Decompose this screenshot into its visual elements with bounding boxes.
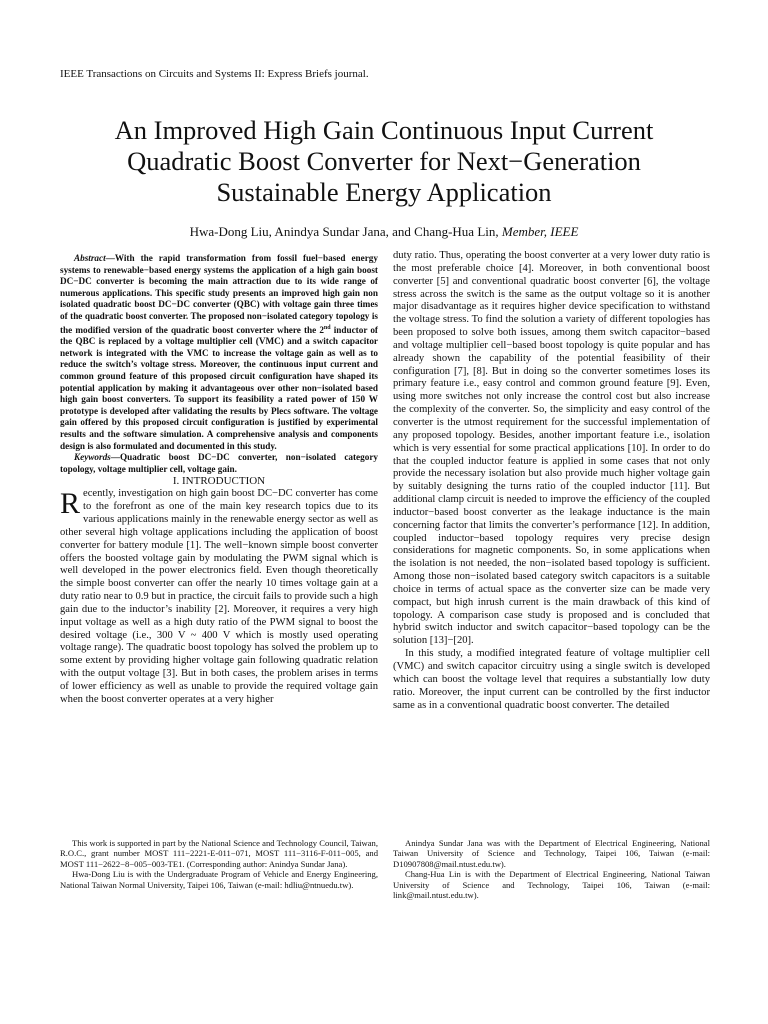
right-column	[393, 250, 710, 712]
author-list	[60, 224, 708, 240]
intro-paragraph-1	[60, 488, 378, 706]
journal-header: IEEE Transactions on Circuits and Systems II: Express Briefs journal.	[60, 68, 369, 80]
title-line-3: Sustainable Energy Application	[216, 177, 552, 207]
abstract-label: Abstract	[74, 253, 106, 263]
footnote-right	[393, 838, 710, 900]
keywords	[60, 452, 378, 475]
paper-title	[60, 115, 708, 208]
intro-paragraph-1-text: ecently, investigation on high gain boost DC−DC converter has come to the forefront as one of the main key research topics due to its various applications mainly in the renewable energy sector as well as other several high voltage applications including the application of boost converter for battery module [1]. The well−known simple boost converter offers the boosted voltage gain by modulating the PWM signal which is well developed in the power electronics field. Even though theoretically the simple boost converter can offer the nearly 10 times voltage gain at a duty ratio near to 0.9 but in practice, the circuit fails to provide such a high gain due to the inductor’s inability [2]. Moreover, it requires a very high input voltage as well as a high duty ratio of the PWM signal to boost the desired voltage (i.e., 300 V ~ 400 V which is mostly used operating voltage range). The quadratic boost topology has solved the problem up to some extent by providing higher voltage gain following quadratic relation with the output voltage [3]. But in both cases, the problem arises in terms of lower efficiency as well as unable to provide the required voltage gain when the boost converter operates at a very higher	[60, 488, 378, 705]
footnote-funding: This work is supported in part by the National Science and Technology Council, Taiwan, R.O.C., grant number MOST 111−2221-E-011−071, MOST 111−3116-F-011−005, and MOST 111−2622−8−005−003-TE1. (Corresponding author: Anindya Sundar Jana).	[60, 838, 378, 869]
footnote-author-liu: Hwa-Dong Liu is with the Undergraduate Program of Vehicle and Energy Engineering, National Taiwan Normal University, Taipei 106, Taiwan (e-mail: hdliu@ntnuedu.tw).	[60, 869, 378, 890]
authors-membership: Member, IEEE	[501, 224, 579, 239]
drop-cap: R	[60, 487, 81, 521]
left-column	[60, 253, 378, 707]
footnote-author-jana: Anindya Sundar Jana was with the Department of Electrical Engineering, National Taiwan University of Science and Technology, Taipei 106, Taiwan (e-mail: D10907808@mail.ntust.edu.tw).	[393, 838, 710, 869]
abstract	[60, 253, 378, 452]
keywords-label: Keywords	[74, 452, 111, 463]
title-line-1: An Improved High Gain Continuous Input Current	[114, 115, 654, 145]
right-paragraph-2: In this study, a modified integrated feature of voltage multiplier cell (VMC) and switch capacitor circuitry using a single switch is developed which can boost the voltage level that requires a substantially low duty ratio. Moreover, the input current can be controlled by the first inductor same as in a conventional quadratic boost converter. The detailed	[393, 648, 710, 711]
footnote-author-lin: Chang-Hua Lin is with the Department of Electrical Engineering, National Taiwan University of Science and Technology, Taipei 106, Taiwan (e-mail: link@mail.ntust.edu.tw).	[393, 869, 710, 901]
abstract-text: —With the rapid transformation from fossil fuel−based energy systems to renewable−based energy systems the application of a high gain boost DC−DC converter is becoming the main attraction due to its wide range of numerous applications. This specific study presents an improved high gain non isolated quadratic boost DC−DC converter (QBC) with voltage gain three times of the quadratic boost converter. The proposed non−isolated category topology is the modified version of the quadratic boost converter where the 2nd inductor of the QBC is replaced by a voltage multiplier cell (VMC) and a switch capacitor network is integrated with the VMC to increase the voltage gain as well as to reduce the switch’s voltage stress. Moreover, the continuous input current and common ground feature of this proposed circuit configuration have shaped its potential application by making it advantageous over other non−isolated based high gain boost converters. To support its feasibility a rated power of 150 W prototype is developed after validating the results by Plecs software. The voltage gain offered by this proposed circuit configuration is justified by experimental results and the software simulation. A comprehensive analysis and components design is also formulated and documented in this study.	[60, 253, 378, 451]
section-heading-introduction: I. INTRODUCTION	[172, 475, 266, 488]
keywords-text: —Quadratic boost DC−DC converter, non−isolated category topology, voltage multiplier cell, voltage gain.	[60, 452, 378, 474]
title-line-2: Quadratic Boost Converter for Next−Generation	[127, 146, 641, 176]
right-paragraph-1: duty ratio. Thus, operating the boost converter at a very lower duty ratio is the most preferable choice [4]. Moreover, in both conventional boost converter [5] and conventional quadratic boost converter [6], the voltage stress across the switch is the same as the output voltage so it is another major disadvantage as it requires higher device specification to withstand the voltage stress. To find the solution a variety of different topologies has been proposed to solve both issues, among them switch capacitor−based and voltage multiplier cell−based boost topology is quite popular and has already shown the capability of the potential feasibility of their configuration [7], [8]. But in doing so the converter sometimes loses its primary feature i.e., easy control and common ground feature [9]. Even, using more switches not only increase the control cost but also increase the complexity of the converter. So, the simplicity and easy control of the converter is the utmost requirement for the successful implementation of any proposed topology. Besides, another important feature i.e., isolation which is very essential for some practical applications [10]. In order to do that the coupled inductor feature is applied in some cases that not only provide the necessary isolation but also provide much higher voltage gain by suitably designing the turns ratio of the coupled inductor [11]. But additional clamp circuit is needed to improve the efficiency of the coupled inductor−based boost converter as the leakage inductance is the main concerning factor that limits the converter’s performance [12]. In addition, coupled inductor−based topology requires very precise design considerations for magnetic components. So, in some applications when the isolation is not needed, the non−isolated based topology is sufficient. Among those non−isolated based category switch capacitors is a suitable choice in terms of actual space as the converter size can be made very compact, but high inrush current is the main drawback of this kind of topology. A comparison case study is proposed and is concluded that hybrid switch inductor and switch capacitor−based topology can be the solution [13]−[20].	[393, 250, 710, 647]
footnote-left	[60, 838, 378, 890]
authors-names: Hwa-Dong Liu, Anindya Sundar Jana, and Chang-Hua Lin,	[189, 224, 499, 239]
